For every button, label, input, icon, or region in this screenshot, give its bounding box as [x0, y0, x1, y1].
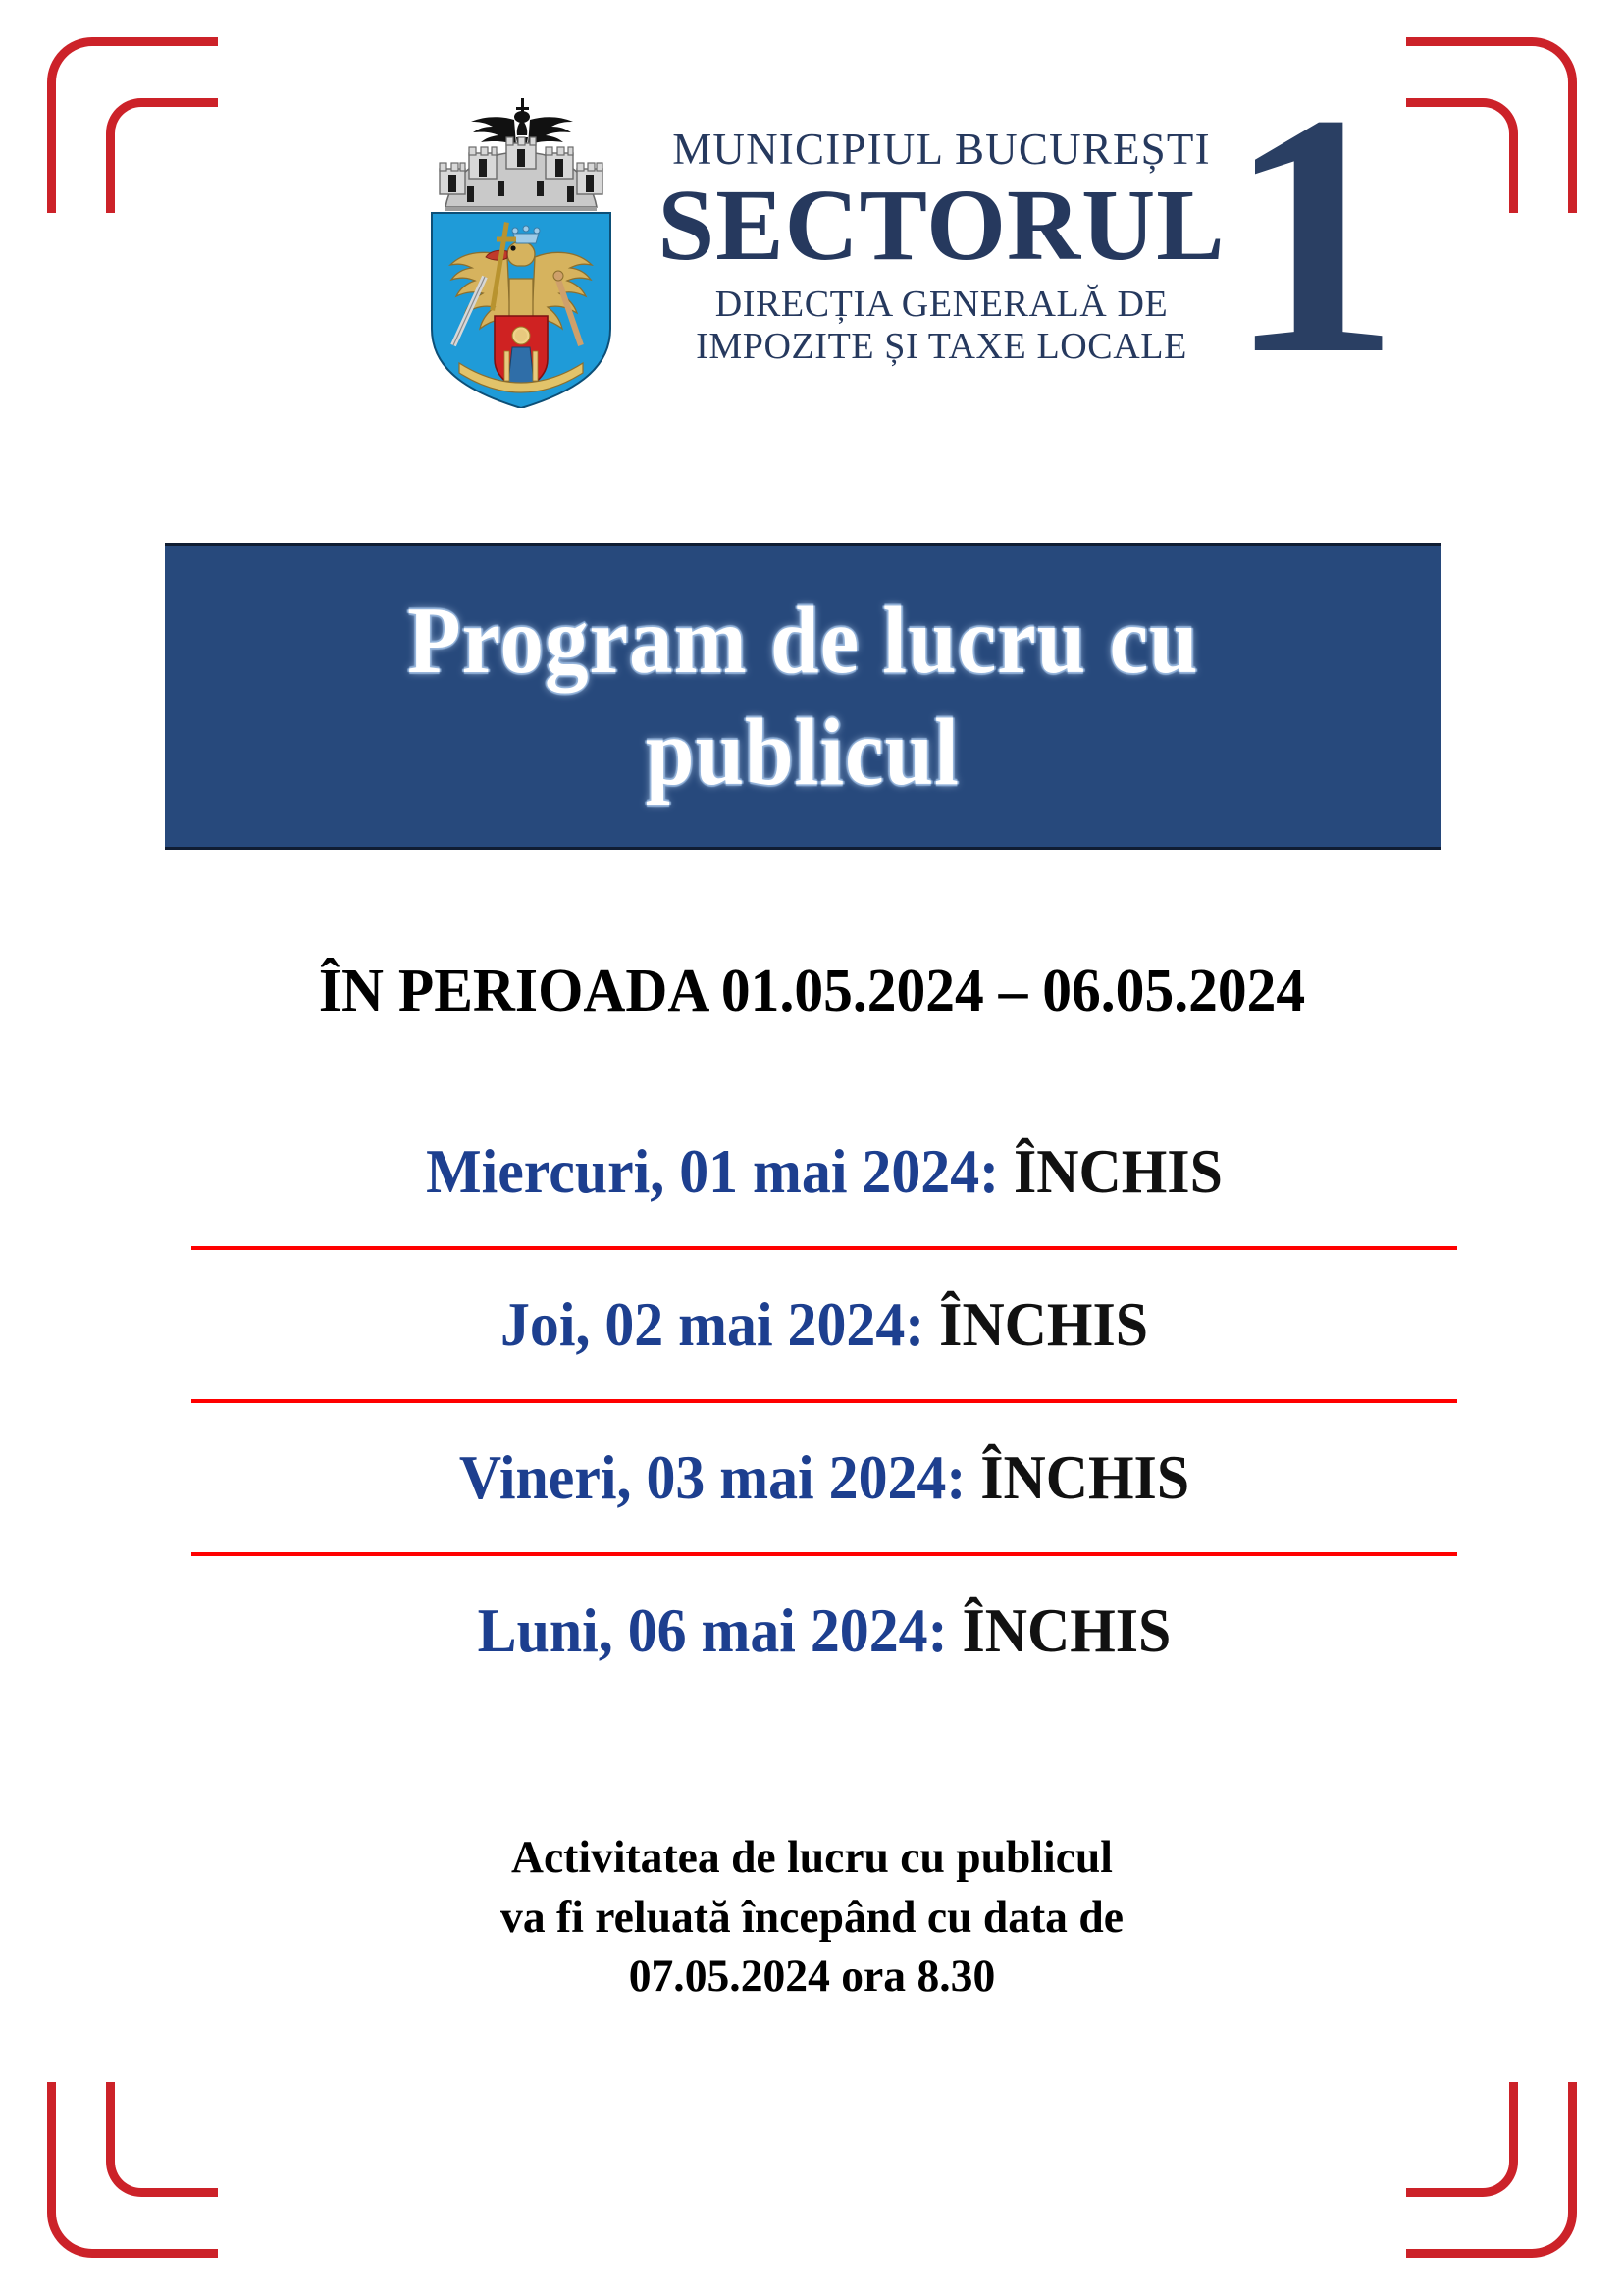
- schedule-status-label: ÎNCHIS: [962, 1596, 1172, 1665]
- schedule-spacer: [191, 1403, 1457, 1447]
- letterhead: [0, 43, 1624, 449]
- sector-number: 1: [1227, 43, 1400, 426]
- title-banner: [165, 543, 1441, 850]
- letterhead-line-sector: SECTORUL: [657, 169, 1226, 282]
- schedule-day-label: Luni, 06 mai 2024: [477, 1596, 928, 1665]
- schedule-status-label: ÎNCHIS: [1014, 1137, 1223, 1206]
- schedule-spacer: [191, 1250, 1457, 1294]
- letterhead-line-municipality: MUNICIPIUL BUCUREȘTI: [672, 125, 1211, 174]
- schedule-row-text: [223, 1137, 1426, 1206]
- schedule-row: [191, 1596, 1457, 1665]
- corner-bracket-outer-arc: [47, 2082, 218, 2258]
- corner-bracket-inner-arc: [1406, 2082, 1518, 2197]
- corner-bracket-inner-arc: [106, 2082, 218, 2197]
- footnote-line-3: 07.05.2024 ora 8.30: [628, 1951, 996, 2003]
- schedule-spacer: [191, 1556, 1457, 1600]
- footnote-line-1: Activitatea de lucru cu publicul: [511, 1832, 1113, 1883]
- schedule-list: [191, 1137, 1457, 1665]
- letterhead-text-block: [657, 43, 1400, 426]
- corner-bracket-outer-arc: [1406, 2082, 1577, 2258]
- schedule-day-label: Miercuri, 01 mai 2024: [426, 1137, 980, 1206]
- corner-bracket-bottom-right: [1381, 2052, 1577, 2258]
- schedule-row: [191, 1443, 1457, 1512]
- period-heading: ÎN PERIOADA 01.05.2024 – 06.05.2024: [318, 958, 1306, 1024]
- schedule-status-label: ÎNCHIS: [939, 1290, 1149, 1359]
- schedule-row: [191, 1290, 1457, 1359]
- footnote-line-2: va fi reluată începând cu data de: [500, 1891, 1124, 1943]
- banner-title-line-2: publicul: [646, 699, 960, 805]
- schedule-row: [191, 1137, 1457, 1206]
- schedule-spacer: [191, 1356, 1457, 1399]
- letterhead-line-department: IMPOZITE ȘI TAXE LOCALE: [696, 326, 1187, 368]
- schedule-separator: :: [927, 1596, 963, 1665]
- schedule-separator: :: [946, 1443, 981, 1512]
- footnote: [25, 1828, 1599, 2007]
- letterhead-line-directorate: DIRECȚIA GENERALĂ DE: [714, 283, 1169, 325]
- bucharest-coat-of-arms-icon: [398, 84, 644, 408]
- corner-bracket-bottom-left: [47, 2052, 243, 2258]
- schedule-separator: :: [979, 1137, 1015, 1206]
- schedule-row-text: [223, 1596, 1426, 1665]
- schedule-row-text: [223, 1290, 1426, 1359]
- schedule-spacer: [191, 1203, 1457, 1246]
- schedule-day-label: Vineri, 03 mai 2024: [458, 1443, 947, 1512]
- schedule-status-label: ÎNCHIS: [980, 1443, 1190, 1512]
- banner-title-line-1: Program de lucru cu: [406, 588, 1199, 694]
- schedule-day-label: Joi, 02 mai 2024: [499, 1290, 906, 1359]
- schedule-row-text: [223, 1443, 1426, 1512]
- schedule-spacer: [191, 1509, 1457, 1552]
- schedule-separator: :: [905, 1290, 940, 1359]
